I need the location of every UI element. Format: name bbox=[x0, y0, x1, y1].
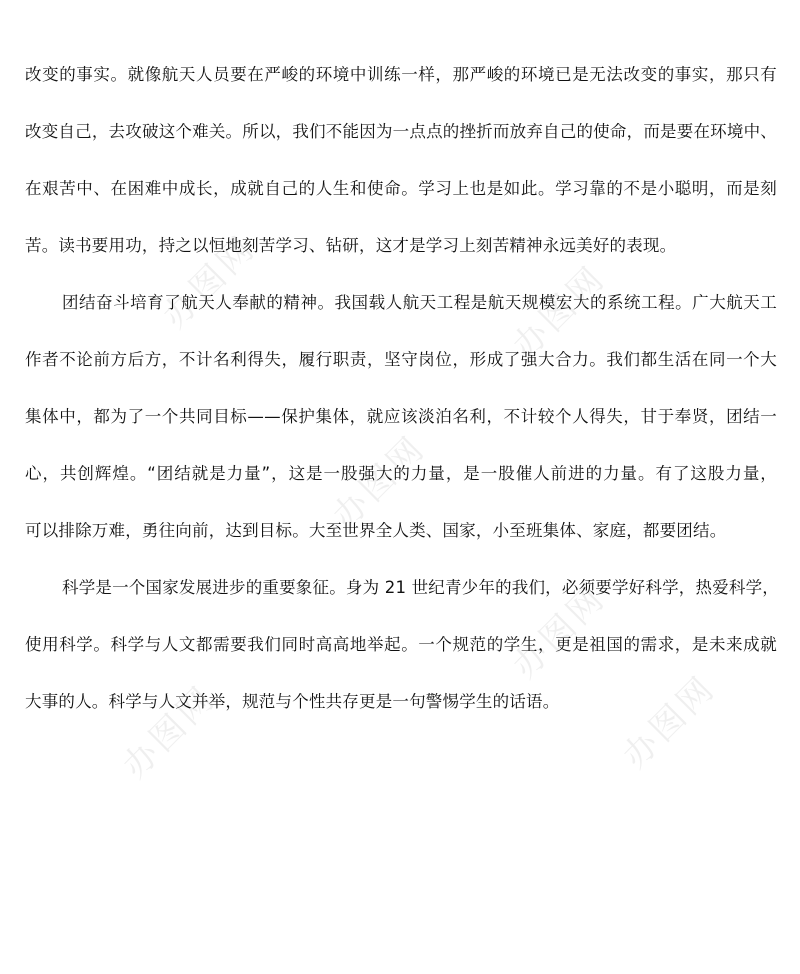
paragraph-2-line-1: 团结奋斗培育了航天人奉献的精神。我国载人航天工程是航天规模宏大的系统工程。广大航天工 bbox=[62, 293, 777, 312]
paragraph-2-line-3: 集体中，都为了一个共同目标——保护集体，就应该淡泊名利，不计较个人得失，甘于奉贤，团结一 bbox=[25, 407, 777, 426]
paragraph-2-line-2: 作者不论前方后方，不计名利得失，履行职责，坚守岗位，形成了强大合力。我们都生活在同一个大 bbox=[25, 350, 777, 369]
paragraph-1-line-3: 在艰苦中、在困难中成长，成就自己的人生和使命。学习上也是如此。学习靠的不是小聪明，而是刻 bbox=[25, 179, 777, 198]
paragraph-3-line-1: 科学是一个国家发展进步的重要象征。身为 21 世纪青少年的我们，必须要学好科学，热爱科学， bbox=[62, 578, 779, 597]
watermark-4: 办图网 bbox=[505, 577, 614, 687]
paragraph-2-line-5: 可以排除万难，勇往向前，达到目标。大至世界全人类、国家，小至班集体、家庭，都要团结。 bbox=[25, 521, 727, 540]
watermark-6: 办图网 bbox=[615, 667, 724, 777]
watermark-1: 办图网 bbox=[155, 227, 264, 337]
paragraph-1-line-2: 改变自己，去攻破这个难关。所以，我们不能因为一点点的挫折而放弃自己的使命，而是要在环境中、 bbox=[25, 122, 777, 141]
paragraph-3-line-3: 大事的人。科学与人文并举，规范与个性共存更是一句警惕学生的话语。 bbox=[25, 692, 560, 711]
watermark-3: 办图网 bbox=[325, 427, 434, 537]
watermark-5: 办图网 bbox=[115, 677, 224, 787]
watermark-2: 办图网 bbox=[505, 257, 614, 367]
paragraph-1-line-4: 苦。读书要用功，持之以恒地刻苦学习、钻研，这才是学习上刻苦精神永远美好的表现。 bbox=[25, 236, 677, 255]
paragraph-1-line-1: 改变的事实。就像航天人员要在严峻的环境中训练一样，那严峻的环境已是无法改变的事实，那只有 bbox=[25, 65, 777, 84]
paragraph-2-line-4: 心，共创辉煌。“团结就是力量”，这是一股强大的力量，是一股催人前进的力量。有了这股力量， bbox=[25, 464, 777, 483]
paragraph-3-line-2: 使用科学。科学与人文都需要我们同时高高地举起。一个规范的学生，更是祖国的需求，是未来成就 bbox=[25, 635, 777, 654]
